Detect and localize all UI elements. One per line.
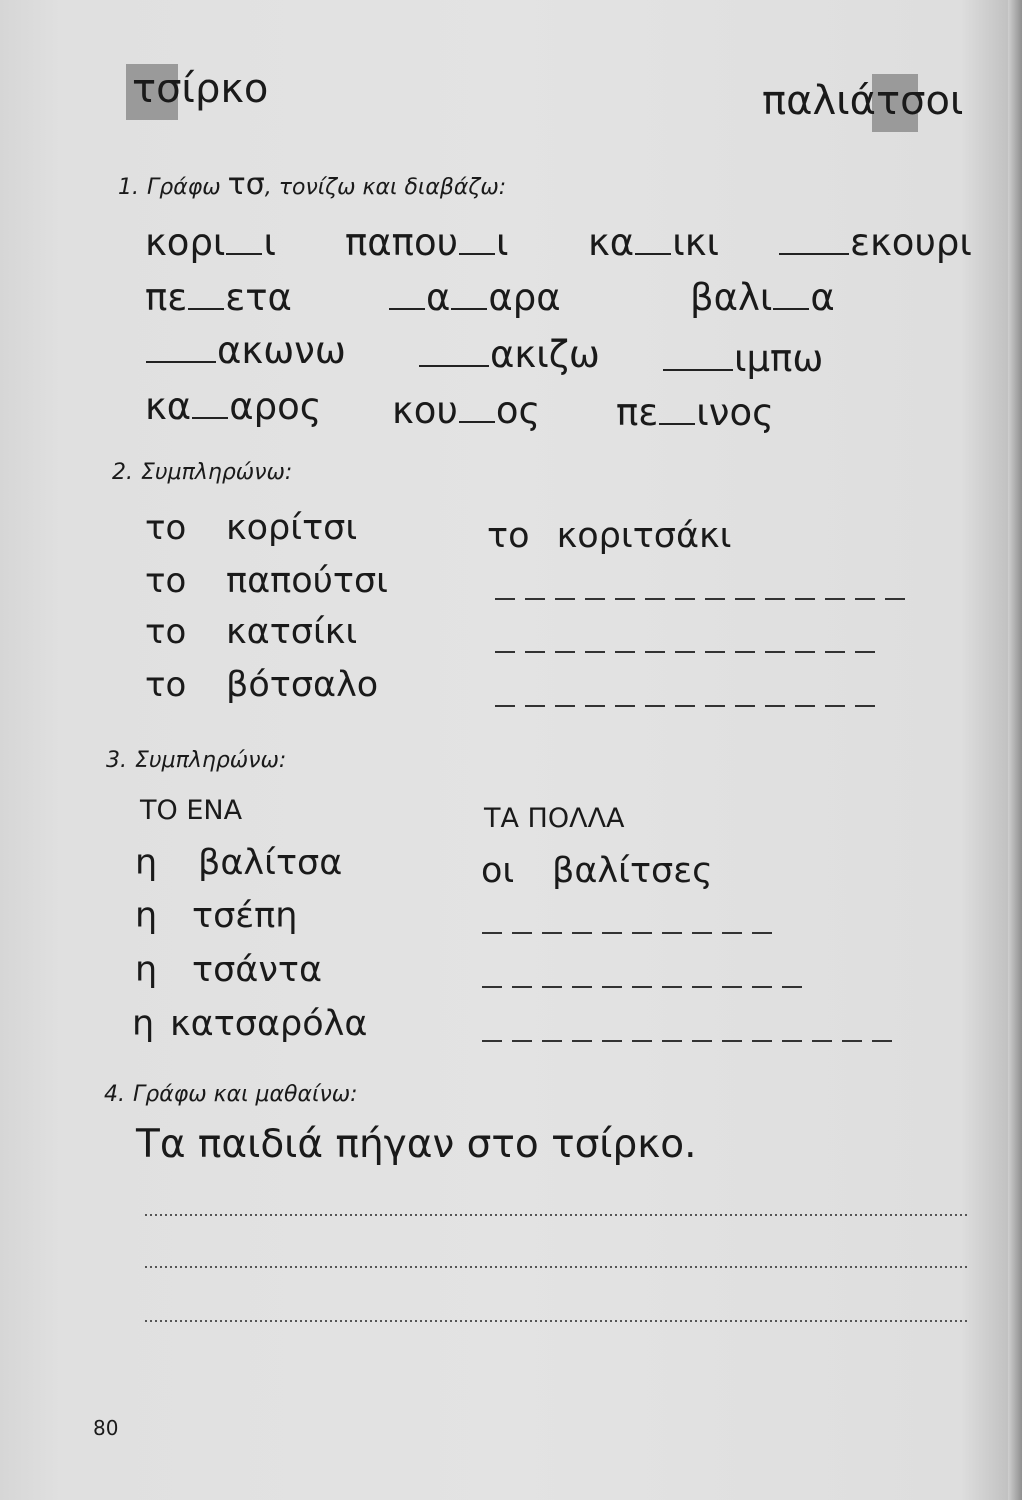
ex1-row2-word2: α αρα: [388, 277, 561, 319]
ex2-row1-answer: το κοριτσάκι: [487, 516, 732, 556]
writing-line-3: [145, 1320, 970, 1322]
ex3-row2-article: η: [135, 896, 158, 936]
ex4-sentence: Τα παιδιά πήγαν στο τσίρκο.: [136, 1122, 697, 1167]
ex3-col-many-heading: ΤΑ ΠΟΛΛΑ: [484, 803, 625, 834]
ex3-row1-answer-noun: βαλίτσες: [552, 851, 713, 891]
ex2-row3-article: το: [145, 612, 187, 652]
ex1-row2-word3: βαλι α: [690, 276, 835, 319]
ex2-row2-answer-line: [495, 598, 913, 600]
ex2-instruction: 2. Συμπληρώνω:: [112, 460, 293, 485]
ex3-row4-answer-line: [482, 1040, 902, 1042]
ex3-row3-noun: τσάντα: [192, 950, 323, 990]
ex1-row1-word3: κα ικι: [588, 221, 720, 264]
ex2-row4-article: το: [145, 665, 187, 705]
ex1-row4-word2: κου ος: [392, 389, 541, 432]
header-left-word: τσίρκο: [132, 66, 269, 112]
ex3-row3-article: η: [135, 950, 158, 990]
ex2-row1-article: το: [145, 508, 187, 548]
ex1-row3-word1: ακωνω: [145, 330, 346, 372]
header-right-word: παλιάτσοι: [762, 78, 964, 124]
ex1-row2-word1: πε ετα: [145, 276, 292, 319]
ex3-col-one-heading: ΤΟ ΕΝΑ: [140, 795, 243, 826]
ex2-row3-noun: κατσίκι: [226, 612, 358, 652]
ex2-row4-answer-line: [495, 705, 875, 707]
ex3-row4-noun: κατσαρόλα: [170, 1004, 368, 1044]
ex3-row3-answer-line: [482, 986, 804, 988]
ex2-row1-noun: κορίτσι: [226, 508, 358, 548]
ex2-row2-noun: παπούτσι: [226, 561, 388, 601]
ex1-row1-word1: κορι ι: [145, 221, 276, 264]
ex2-row4-noun: βότσαλο: [226, 665, 379, 705]
ex4-instruction: 4. Γράφω και μαθαίνω:: [104, 1082, 358, 1107]
ex2-row3-answer-line: [495, 651, 885, 653]
ex1-row3-word2: ακιζω: [418, 334, 600, 376]
ex3-row2-noun: τσέπη: [192, 896, 298, 936]
ex1-row1-word4: εκουρι: [778, 222, 972, 264]
writing-line-1: [145, 1214, 970, 1216]
ex3-row1-answer-article: οι: [481, 851, 515, 891]
ex3-row2-answer-line: [482, 932, 772, 934]
ex3-row4-article: η: [132, 1004, 155, 1044]
page-number: 80: [93, 1416, 119, 1440]
ex3-instruction: 3. Συμπληρώνω:: [106, 748, 287, 773]
ex1-row3-word3: ιμπω: [662, 338, 823, 380]
book-spine-shadow: [1008, 0, 1022, 1500]
ex1-instruction: 1. Γράφω τσ, τονίζω και διαβάζω:: [118, 167, 507, 202]
ex1-row4-word3: πε ινος: [616, 391, 774, 434]
ex2-row2-article: το: [145, 561, 187, 601]
ex3-row1-noun: βαλίτσα: [198, 843, 343, 883]
ex1-row1-word2: παπου ι: [345, 221, 509, 264]
writing-line-2: [145, 1266, 970, 1268]
ex3-row1-article: η: [135, 843, 158, 883]
ex1-row4-word1: κα αρος: [145, 385, 322, 428]
